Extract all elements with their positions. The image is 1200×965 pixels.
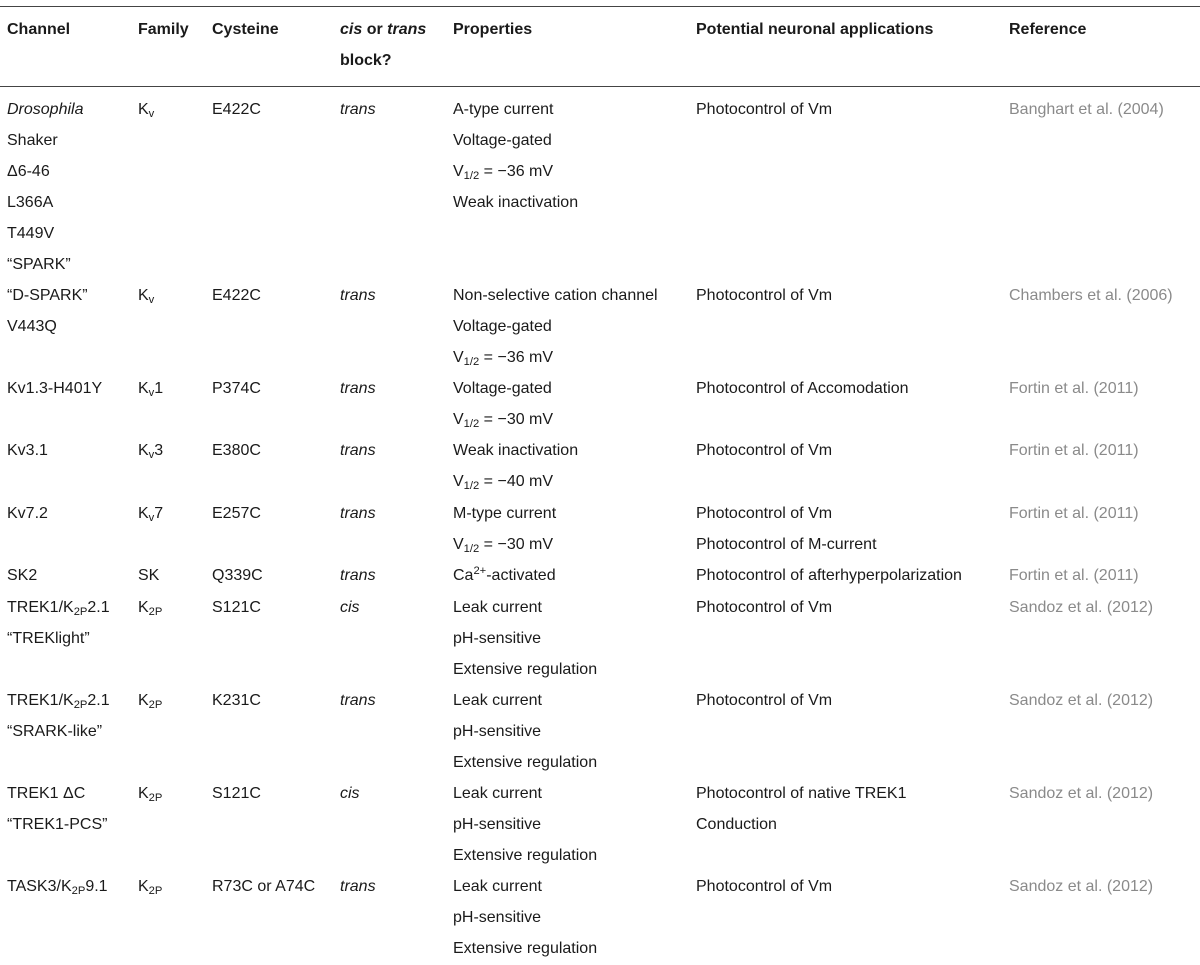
- row-2-cysteine: P374C: [212, 380, 261, 397]
- row-5-family: SK: [138, 567, 160, 584]
- row-1-cysteine: E422C: [212, 287, 261, 304]
- row-7-properties: Leak current pH-sensitive Extensive regulation: [453, 692, 598, 771]
- row-7-channel: $TREK1/K_{2P}2.1$ “SRARK-like”: [7, 692, 110, 740]
- row-7-cysteine: K231C: [212, 692, 261, 709]
- row-5-properties: $Ca^{2+}$-activated: [453, 564, 556, 584]
- row-0-applications: Photocontrol of Vm: [696, 101, 833, 118]
- row-5-block: trans: [340, 567, 376, 584]
- row-0-family: $K_v$: [138, 101, 155, 120]
- row-2-reference: Fortin et al. (2011): [1009, 380, 1139, 397]
- row-9-properties: Leak current pH-sensitive Extensive regulation: [453, 878, 598, 957]
- header-reference: Reference: [1009, 21, 1087, 38]
- row-1-block: trans: [340, 287, 376, 304]
- row-2-properties: Voltage-gated $V_{1/2} = -30$ mV: [453, 380, 554, 430]
- row-1-reference: Chambers et al. (2006): [1009, 287, 1173, 304]
- header-family: Family: [138, 21, 189, 38]
- row-9-channel: $TASK3/K_{2P}9.1$: [7, 878, 108, 897]
- header-block-tail: block?: [340, 52, 392, 69]
- row-3-reference: Fortin et al. (2011): [1009, 442, 1139, 459]
- row-9-family: $K_{2P}$: [138, 878, 163, 897]
- row-0-channel-line: Drosophila: [7, 101, 84, 118]
- row-0-reference: Banghart et al. (2004): [1009, 101, 1164, 118]
- row-2-applications: Photocontrol of Accomodation: [696, 380, 909, 397]
- row-8-reference: Sandoz et al. (2012): [1009, 785, 1154, 802]
- row-4-applications: Photocontrol of Vm Photocontrol of M-current: [696, 505, 877, 553]
- row-0-block: trans: [340, 101, 376, 118]
- row-8-block: cis: [340, 785, 360, 802]
- row-6-family: $K_{2P}$: [138, 599, 163, 618]
- row-1-properties: Non-selective cation channel Voltage-gated $V_{1/2} = -36$ mV: [453, 287, 658, 368]
- row-2-block: trans: [340, 380, 376, 397]
- row-9-cysteine: R73C or A74C: [212, 878, 316, 895]
- header-block-or: or: [362, 21, 388, 38]
- row-7-family: $K_{2P}$: [138, 692, 163, 711]
- row-4-channel: Kv7.2: [7, 505, 48, 522]
- row-0-channel: [7, 94, 83, 280]
- row-5-reference: Fortin et al. (2011): [1009, 567, 1139, 584]
- row-4-cysteine: E257C: [212, 505, 261, 522]
- row-3-cysteine: E380C: [212, 442, 261, 459]
- row-7-block: trans: [340, 692, 376, 709]
- row-3-channel: Kv3.1: [7, 442, 48, 459]
- row-1-channel: “D-SPARK” V443Q: [7, 287, 88, 335]
- row-3-family: $K_v3$: [138, 442, 164, 461]
- row-0-channel-line: Shaker: [7, 132, 58, 149]
- row-8-family: $K_{2P}$: [138, 785, 163, 804]
- row-5-applications: Photocontrol of afterhyperpolarization: [696, 567, 962, 584]
- row-2-family: $K_v1$: [138, 380, 164, 399]
- header-properties: Properties: [453, 21, 533, 38]
- header-applications: Potential neuronal applications: [696, 21, 934, 38]
- header-channel: Channel: [7, 21, 71, 38]
- row-3-properties: Weak inactivation $V_{1/2} = -40$ mV: [453, 442, 579, 492]
- row-9-reference: Sandoz et al. (2012): [1009, 878, 1154, 895]
- header-block-trans: trans: [387, 21, 427, 38]
- row-8-cysteine: S121C: [212, 785, 261, 802]
- row-6-applications: Photocontrol of Vm: [696, 599, 833, 616]
- row-6-properties: Leak current pH-sensitive Extensive regulation: [453, 599, 598, 678]
- header-block: [340, 14, 426, 76]
- row-8-applications: Photocontrol of native TREK1 Conduction: [696, 785, 907, 833]
- row-4-family: $K_v7$: [138, 505, 164, 524]
- row-1-applications: Photocontrol of Vm: [696, 287, 833, 304]
- row-0-cysteine: E422C: [212, 101, 261, 118]
- row-1-family: $K_v$: [138, 287, 155, 306]
- header-cysteine: Cysteine: [212, 21, 279, 38]
- row-6-cysteine: S121C: [212, 599, 261, 616]
- row-7-reference: Sandoz et al. (2012): [1009, 692, 1154, 709]
- row-0-channel-line: T449V: [7, 225, 55, 242]
- row-5-channel: SK2: [7, 567, 38, 584]
- row-8-channel: TREK1 ΔC “TREK1-PCS”: [7, 785, 108, 833]
- row-6-reference: Sandoz et al. (2012): [1009, 599, 1154, 616]
- row-3-block: trans: [340, 442, 376, 459]
- row-0-channel-line: L366A: [7, 194, 54, 211]
- row-2-channel: Kv1.3-H401Y: [7, 380, 103, 397]
- row-3-applications: Photocontrol of Vm: [696, 442, 833, 459]
- header-block-cis: cis: [340, 21, 363, 38]
- row-6-block: cis: [340, 599, 360, 616]
- row-4-reference: Fortin et al. (2011): [1009, 505, 1139, 522]
- row-7-applications: Photocontrol of Vm: [696, 692, 833, 709]
- table-top-rule: [0, 6, 1200, 7]
- row-9-applications: Photocontrol of Vm: [696, 878, 833, 895]
- row-4-properties: M-type current $V_{1/2} = -30$ mV: [453, 505, 557, 555]
- row-5-cysteine: Q339C: [212, 567, 263, 584]
- row-8-properties: Leak current pH-sensitive Extensive regulation: [453, 785, 598, 864]
- row-0-channel-line: Δ6-46: [7, 163, 50, 180]
- row-0-properties: A-type current Voltage-gated $V_{1/2} = -36$ mV Weak inactivation: [453, 101, 579, 211]
- row-6-channel: $TREK1/K_{2P}2.1$ “TREKlight”: [7, 599, 110, 647]
- row-0-channel-line: “SPARK”: [7, 256, 71, 273]
- row-4-block: trans: [340, 505, 376, 522]
- table-header-rule: [0, 86, 1200, 87]
- row-9-block: trans: [340, 878, 376, 895]
